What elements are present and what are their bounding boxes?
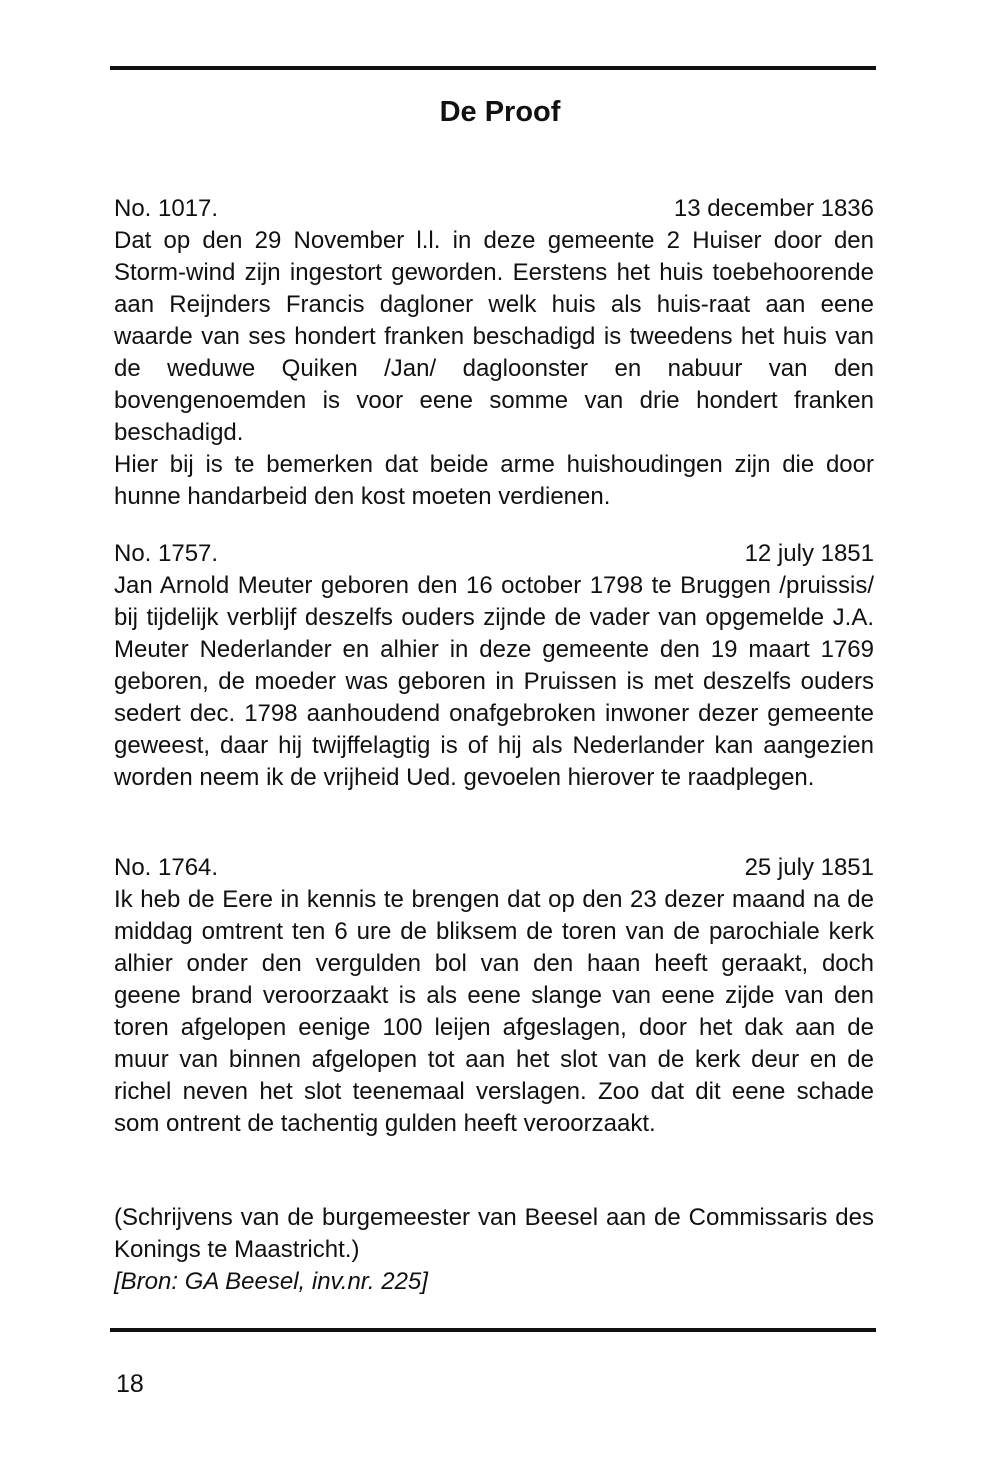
page-title: De Proof bbox=[439, 96, 561, 128]
entry-paragraph: Jan Arnold Meuter geboren den 16 october 1798 te Bruggen /pruissis/ bij tijdelijk verblijf deszelfs ouders zijnde de vader van opgemelde J.A. Meuter Nederlander en alhier in deze gemeente den 19 maart 1769 geboren, de moeder was geboren in Pruissen is met deszelfs ouders sedert dec. 1798 aanhoudend onafgebroken inwoner dezer gemeente geweest, daar hij twijffelagtig is of hij als Nederlander kan aangezien worden neem ik de vrijheid Ued. gevoelen hierover te raadplegen. bbox=[114, 572, 874, 791]
entry-number: No. 1764. bbox=[114, 854, 219, 881]
entry-1764 bbox=[114, 852, 874, 1140]
entry-header bbox=[114, 193, 874, 225]
entry-body bbox=[114, 884, 874, 1140]
entry-paragraph: Ik heb de Eere in kennis te brengen dat op den 23 dezer maand na de middag omtrent ten 6 ure de bliksem de toren van de parochiale kerk alhier onder den vergulden bol van den haan heeft geraakt, doch geene brand veroorzaakt is als eene slange van eene zijde van den toren afgelopen eenige 100 leijen afgeslagen, door het dak aan de muur van binnen afgelopen tot aan het slot van de kerk deur en de richel neven het slot teenemaal verslagen. Zoo dat dit eene schade som ontrent de tachentig gulden heeft veroorzaakt. bbox=[114, 886, 874, 1137]
entry-1017 bbox=[114, 193, 874, 513]
entry-date: 13 december 1836 bbox=[673, 195, 874, 222]
entry-body bbox=[114, 225, 874, 513]
entry-date: 25 july 1851 bbox=[744, 854, 874, 881]
top-rule bbox=[110, 66, 876, 70]
entry-1757 bbox=[114, 538, 874, 794]
entry-paragraph: Hier bij is te bemerken dat beide arme huishoudingen zijn die door hunne handarbeid den kost moeten verdienen. bbox=[114, 451, 874, 510]
entry-number: No. 1017. bbox=[114, 195, 219, 222]
entry-number: No. 1757. bbox=[114, 540, 219, 567]
source-block bbox=[114, 1202, 874, 1298]
entry-body bbox=[114, 570, 874, 794]
page-number: 18 bbox=[116, 1370, 144, 1398]
bottom-rule bbox=[110, 1328, 876, 1332]
entry-header bbox=[114, 852, 874, 884]
entry-header bbox=[114, 538, 874, 570]
source-reference: [Bron: GA Beesel, inv.nr. 225] bbox=[114, 1268, 428, 1295]
source-note: (Schrijvens van de burgemeester van Beesel aan de Commissaris des Konings te Maastricht.) bbox=[114, 1204, 874, 1263]
entry-paragraph: Dat op den 29 November l.l. in deze gemeente 2 Huiser door den Storm-wind zijn ingestort geworden. Eerstens het huis toebehoorende aan Reijnders Francis dagloner welk huis als huis-raat aan eene waarde van ses hondert franken beschadigd is tweedens het huis van de weduwe Quiken /Jan/ dagloonster en nabuur van den bovengenoemden is voor eene somme van drie hondert franken beschadigd. bbox=[114, 227, 874, 446]
entry-date: 12 july 1851 bbox=[744, 540, 874, 567]
